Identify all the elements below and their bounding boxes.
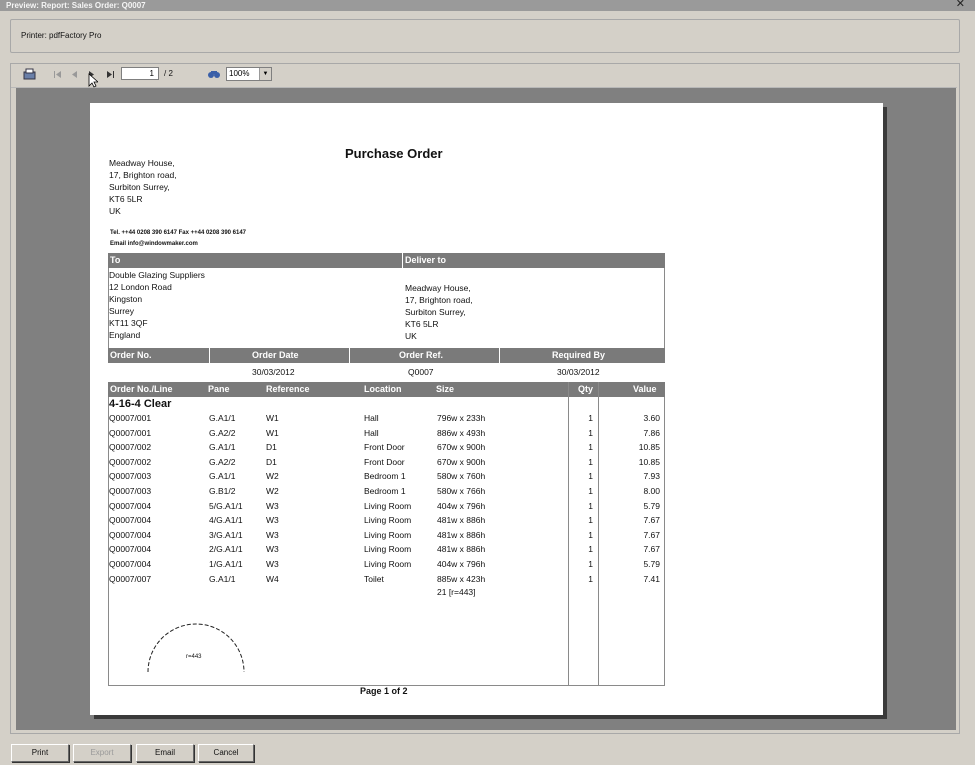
- line-cell-loc: Hall: [364, 413, 379, 423]
- line-cell-loc: Hall: [364, 427, 379, 438]
- line-cell-loc: Bedroom 1: [364, 471, 406, 482]
- to-address: [109, 269, 205, 341]
- mouse-cursor-icon: [88, 73, 98, 88]
- line-cell-qty: 1: [588, 486, 593, 496]
- line-cell-order: Q0007/004: [109, 544, 152, 555]
- line-cell-ref: W2: [266, 486, 279, 496]
- line-cell-order: Q0007/003: [109, 471, 152, 482]
- printer-label: Printer: pdfFactory Pro: [21, 31, 102, 40]
- order-header-bar: [108, 348, 665, 363]
- col-size: Size: [436, 384, 455, 394]
- line-cell-ref: D1: [266, 456, 277, 467]
- line-cell-order: Q0007/004: [109, 529, 152, 540]
- prev-page-icon[interactable]: [71, 70, 79, 79]
- address-line: Meadway House,: [405, 283, 471, 293]
- line-cell-order: Q0007/002: [109, 456, 152, 467]
- line-cell-loc: Living Room: [364, 515, 412, 526]
- company-tel: Tel. ++44 0208 390 6147 Fax ++44 0208 390 6147: [110, 230, 247, 236]
- order-ref-value: Q0007: [408, 367, 434, 377]
- zoom-select[interactable]: [226, 67, 272, 81]
- line-cell-value: 7.67: [643, 515, 660, 526]
- line-cell-pane: 1/G.A1/1: [209, 559, 243, 569]
- line-cell-size: 670w x 900h: [437, 442, 486, 453]
- line-cell-loc: Living Room: [364, 544, 412, 555]
- line-cell-pane: G.A1/1: [209, 573, 236, 584]
- line-cell-loc: Bedroom 1: [364, 486, 406, 496]
- zoom-value: 100%: [229, 69, 250, 78]
- line-cell-ref: W3: [266, 559, 279, 569]
- col-pane: Pane: [208, 384, 230, 394]
- line-cell-order: Q0007/004: [109, 559, 152, 569]
- line-cell-qty: 1: [588, 413, 593, 423]
- order-ref-header: Order Ref.: [399, 350, 444, 360]
- required-by-header: Required By: [552, 350, 606, 360]
- line-cell-value: 5.79: [643, 500, 660, 511]
- line-cell-pane: G.A1/1: [209, 413, 236, 423]
- first-page-icon[interactable]: [54, 70, 62, 79]
- line-cell-size: 796w x 233h: [437, 413, 486, 423]
- column-divider: [568, 382, 569, 686]
- line-cell-pane: G.B1/2: [209, 486, 236, 496]
- address-line: Surrey: [109, 306, 135, 316]
- header-divider: [402, 253, 403, 268]
- line-cell-value: 7.93: [643, 471, 660, 482]
- line-cell-value: 7.86: [643, 427, 660, 438]
- line-cell-order: Q0007/007: [109, 573, 152, 584]
- line-cell-qty: 1: [588, 456, 593, 467]
- line-cell-order: Q0007/002: [109, 442, 152, 453]
- line-cell-ref: W3: [266, 500, 279, 511]
- line-cell-qty: 1: [588, 573, 593, 584]
- line-cell-ref: W4: [266, 573, 279, 584]
- line-cell-order: Q0007/004: [109, 500, 152, 511]
- line-cell-ref: W3: [266, 529, 279, 540]
- col-reference: Reference: [266, 384, 310, 394]
- order-date-value: 30/03/2012: [252, 367, 295, 377]
- line-cell-ref: W1: [266, 413, 279, 423]
- order-no-header: Order No.: [110, 350, 152, 360]
- line-cell-pane: G.A2/2: [209, 456, 236, 467]
- window-title: Preview: Report: Sales Order: Q0007: [6, 1, 146, 10]
- line-cell-pane: 5/G.A1/1: [209, 500, 243, 511]
- line-cell-loc: Living Room: [364, 500, 412, 511]
- address-line: KT6 5LR: [109, 194, 143, 204]
- line-cell-loc: Front Door: [364, 456, 405, 467]
- line-cell-size: 886w x 493h: [437, 427, 486, 438]
- line-cell-value: 5.79: [643, 559, 660, 569]
- deliver-address: [405, 282, 473, 342]
- close-icon[interactable]: ✕: [955, 0, 965, 10]
- line-cell-order: Q0007/001: [109, 413, 152, 423]
- line-cell-qty: 1: [588, 529, 593, 540]
- line-cell-order: Q0007/003: [109, 486, 152, 496]
- line-cell-pane: G.A1/1: [209, 442, 236, 453]
- company-email: Email info@windowmaker.com: [110, 241, 198, 247]
- export-button[interactable]: Export: [73, 744, 131, 762]
- address-line: Double Glazing Suppliers: [109, 270, 205, 280]
- arch-radius-label: r=443: [186, 654, 202, 660]
- line-cell-pane: G.A2/2: [209, 427, 236, 438]
- print-setup-icon[interactable]: [23, 68, 37, 81]
- line-cell-loc: Toilet: [364, 573, 384, 584]
- company-address: [109, 157, 177, 217]
- col-location: Location: [364, 384, 402, 394]
- col-value: Value: [633, 384, 657, 394]
- group-heading: 4-16-4 Clear: [109, 398, 172, 410]
- lines-header-bar: [108, 382, 665, 397]
- line-cell-value: 10.85: [638, 456, 660, 467]
- find-icon[interactable]: [207, 68, 221, 80]
- line-cell-qty: 1: [588, 442, 593, 453]
- address-line: 17, Brighton road,: [109, 170, 177, 180]
- address-line: KT11 3QF: [109, 318, 148, 328]
- line-cell-qty: 1: [588, 544, 593, 555]
- line-cell-qty: 1: [588, 500, 593, 511]
- line-cell-ref: W2: [266, 471, 279, 482]
- header-divider: [499, 348, 500, 363]
- address-line: Surbiton Surrey,: [109, 182, 170, 192]
- line-cell-qty: 1: [588, 559, 593, 569]
- address-line: 12 London Road: [109, 282, 172, 292]
- required-by-value: 30/03/2012: [557, 367, 600, 377]
- last-page-icon[interactable]: [107, 70, 115, 79]
- page-total-label: / 2: [164, 69, 173, 78]
- address-line: Kingston: [109, 294, 143, 304]
- line-cell-order: Q0007/001: [109, 427, 152, 438]
- address-header-bar: [108, 253, 665, 268]
- line-cell-loc: Front Door: [364, 442, 405, 453]
- line-cell-size: 670w x 900h: [437, 456, 486, 467]
- line-cell-size: 580w x 766h: [437, 486, 486, 496]
- line-cell-qty: 1: [588, 515, 593, 526]
- size-extra-note: 21 [r=443]: [437, 587, 476, 597]
- col-qty: Qty: [578, 384, 594, 394]
- address-line: 17, Brighton road,: [405, 295, 473, 305]
- to-header: To: [110, 255, 121, 265]
- order-date-header: Order Date: [252, 350, 299, 360]
- order-values-row: [108, 365, 665, 379]
- deliver-header: Deliver to: [405, 255, 447, 265]
- page-footer: Page 1 of 2: [360, 686, 408, 696]
- line-cell-pane: G.A1/1: [209, 471, 236, 482]
- arch-shape-drawing: [144, 622, 248, 674]
- report-title: Purchase Order: [345, 146, 443, 161]
- line-cell-value: 8.00: [643, 486, 660, 496]
- line-cell-size: 481w x 886h: [437, 544, 486, 555]
- col-order-line: Order No./Line: [110, 384, 173, 394]
- line-cell-pane: 2/G.A1/1: [209, 544, 243, 555]
- line-cell-qty: 1: [588, 471, 593, 482]
- address-line: KT6 5LR: [405, 319, 439, 329]
- line-cell-size: 885w x 423h: [437, 573, 486, 584]
- line-cell-order: Q0007/004: [109, 515, 152, 526]
- line-cell-size: 580w x 760h: [437, 471, 486, 482]
- email-button[interactable]: Email: [136, 744, 194, 762]
- address-line: UK: [109, 206, 121, 216]
- address-line: Meadway House,: [109, 158, 175, 168]
- line-cell-pane: 4/G.A1/1: [209, 515, 243, 526]
- address-line: UK: [405, 331, 417, 341]
- line-cell-size: 404w x 796h: [437, 500, 486, 511]
- address-line: England: [109, 330, 141, 340]
- address-line: Surbiton Surrey,: [405, 307, 466, 317]
- printer-panel: [10, 19, 960, 53]
- line-cell-value: 7.67: [643, 529, 660, 540]
- line-cell-size: 481w x 886h: [437, 515, 486, 526]
- page-number-input[interactable]: 1: [121, 67, 159, 80]
- line-cell-ref: D1: [266, 442, 277, 453]
- line-cell-pane: 3/G.A1/1: [209, 529, 243, 540]
- line-cell-qty: 1: [588, 427, 593, 438]
- line-cell-ref: W3: [266, 515, 279, 526]
- line-cell-value: 3.60: [643, 413, 660, 423]
- cancel-button[interactable]: Cancel: [198, 744, 254, 762]
- line-cell-loc: Living Room: [364, 529, 412, 540]
- line-cell-ref: W1: [266, 427, 279, 438]
- column-divider: [598, 382, 599, 686]
- line-cell-ref: W3: [266, 544, 279, 555]
- header-divider: [209, 348, 210, 363]
- line-cell-value: 7.41: [643, 573, 660, 584]
- chevron-down-icon[interactable]: ▼: [259, 68, 271, 80]
- print-button[interactable]: Print: [11, 744, 69, 762]
- line-cell-loc: Living Room: [364, 559, 412, 569]
- line-cell-size: 404w x 796h: [437, 559, 486, 569]
- header-divider: [349, 348, 350, 363]
- line-cell-size: 481w x 886h: [437, 529, 486, 540]
- line-cell-value: 7.67: [643, 544, 660, 555]
- window-title-bar: [0, 0, 975, 11]
- line-cell-value: 10.85: [638, 442, 660, 453]
